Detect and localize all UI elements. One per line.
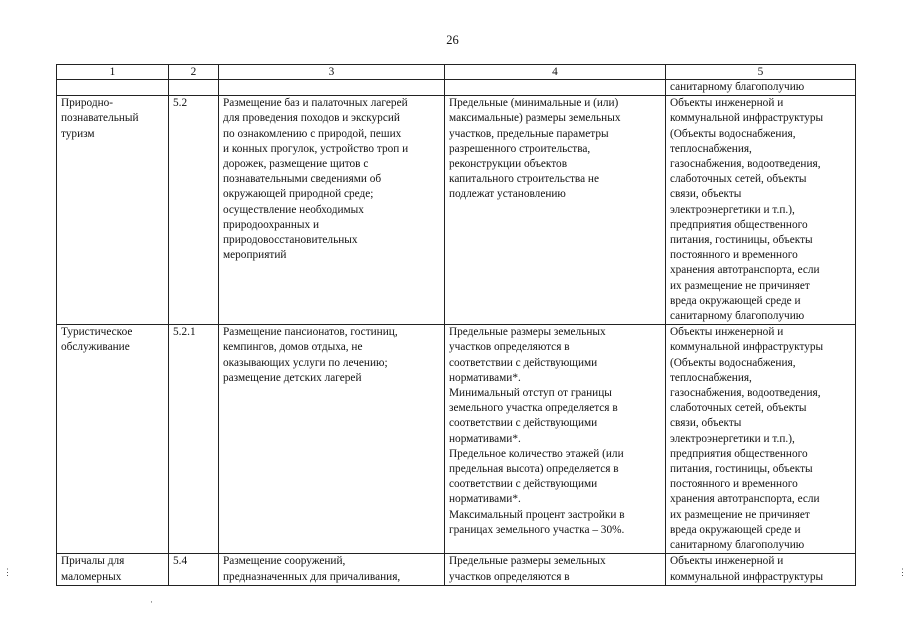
cell-description: Размещение пансионатов, гостиниц, кемпингов, домов отдыха, не оказывающих услуги по лечению; размещение детских лагерей <box>219 325 445 554</box>
cell-code: 5.2.1 <box>169 325 219 554</box>
cell-activity-type: Природно- познавательный туризм <box>57 96 169 325</box>
left-edge-scan-mark: ⋮ <box>3 567 12 577</box>
cell-code: 5.2 <box>169 96 219 325</box>
table-row-tourist-service <box>57 325 856 554</box>
cell-auxiliary-uses: Объекты инженерной и коммунальной инфраструктуры (Объекты водоснабжения, теплоснабжения, газоснабжения, водоотведения, слаботочных сетей, объекты связи, объекты электроэнергетики и т.п.), предприятия общественного питания, гостиницы, объекты постоянного и временного хранения автотранспорта, если их размещение не причиняет вреда окружающей среде и санитарному благополучию <box>666 96 856 325</box>
cell-code: 5.4 <box>169 554 219 585</box>
column-header-4: 4 <box>445 65 666 80</box>
cell-description: Размещение баз и палаточных лагерей для проведения походов и экскурсий по ознакомлению с природой, пеших и конных прогулок, устройство троп и дорожек, размещение щитов с познавательными сведениями об окружающей природной среде; осуществление необходимых природоохранных и природовосстановительных мероприятий <box>219 96 445 325</box>
cell-auxiliary-uses: Объекты инженерной и коммунальной инфраструктуры <box>666 554 856 585</box>
table-row-small-boat-moorings <box>57 554 856 585</box>
column-header-2: 2 <box>169 65 219 80</box>
cell-code <box>169 80 219 96</box>
cell-parameters: Предельные (минимальные и (или) максимальные) размеры земельных участков, предельные параметры разрешенного строительства, реконструкции объектов капитального строительства не подлежат установлению <box>445 96 666 325</box>
table-row-continuation <box>57 80 856 96</box>
cell-description <box>219 80 445 96</box>
page-number: 26 <box>446 33 459 47</box>
cell-description: Размещение сооружений, предназначенных для причаливания, <box>219 554 445 585</box>
right-edge-scan-mark: ⋮ <box>898 567 907 577</box>
table-header-row <box>57 65 856 80</box>
table-row-nature-tourism <box>57 96 856 325</box>
cell-parameters <box>445 80 666 96</box>
cell-auxiliary-uses: Объекты инженерной и коммунальной инфраструктуры (Объекты водоснабжения, теплоснабжения, газоснабжения, водоотведения, слаботочных сетей, объекты связи, объекты электроэнергетики и т.п.), предприятия общественного питания, гостиницы, объекты постоянного и временного хранения автотранспорта, если их размещение не причиняет вреда окружающей среде и санитарному благополучию <box>666 325 856 554</box>
cell-parameters: Предельные размеры земельных участков определяются в соответствии с действующими нормативами*. Минимальный отступ от границы земельного участка определяется в соответствии с действующими нормативами*. Предельное количество этажей (или предельная высота) определяется в соответствии с действующими нормативами*. Максимальный процент застройки в границах земельного участка – 30%. <box>445 325 666 554</box>
column-header-5: 5 <box>666 65 856 80</box>
cell-activity-type <box>57 80 169 96</box>
cell-parameters: Предельные размеры земельных участков определяются в <box>445 554 666 585</box>
column-header-1: 1 <box>57 65 169 80</box>
scan-speck: · <box>150 597 153 607</box>
cell-auxiliary-uses: санитарному благополучию <box>666 80 856 96</box>
column-header-3: 3 <box>219 65 445 80</box>
land-use-table <box>56 64 856 586</box>
cell-activity-type: Туристическое обслуживание <box>57 325 169 554</box>
cell-activity-type: Причалы для маломерных <box>57 554 169 585</box>
